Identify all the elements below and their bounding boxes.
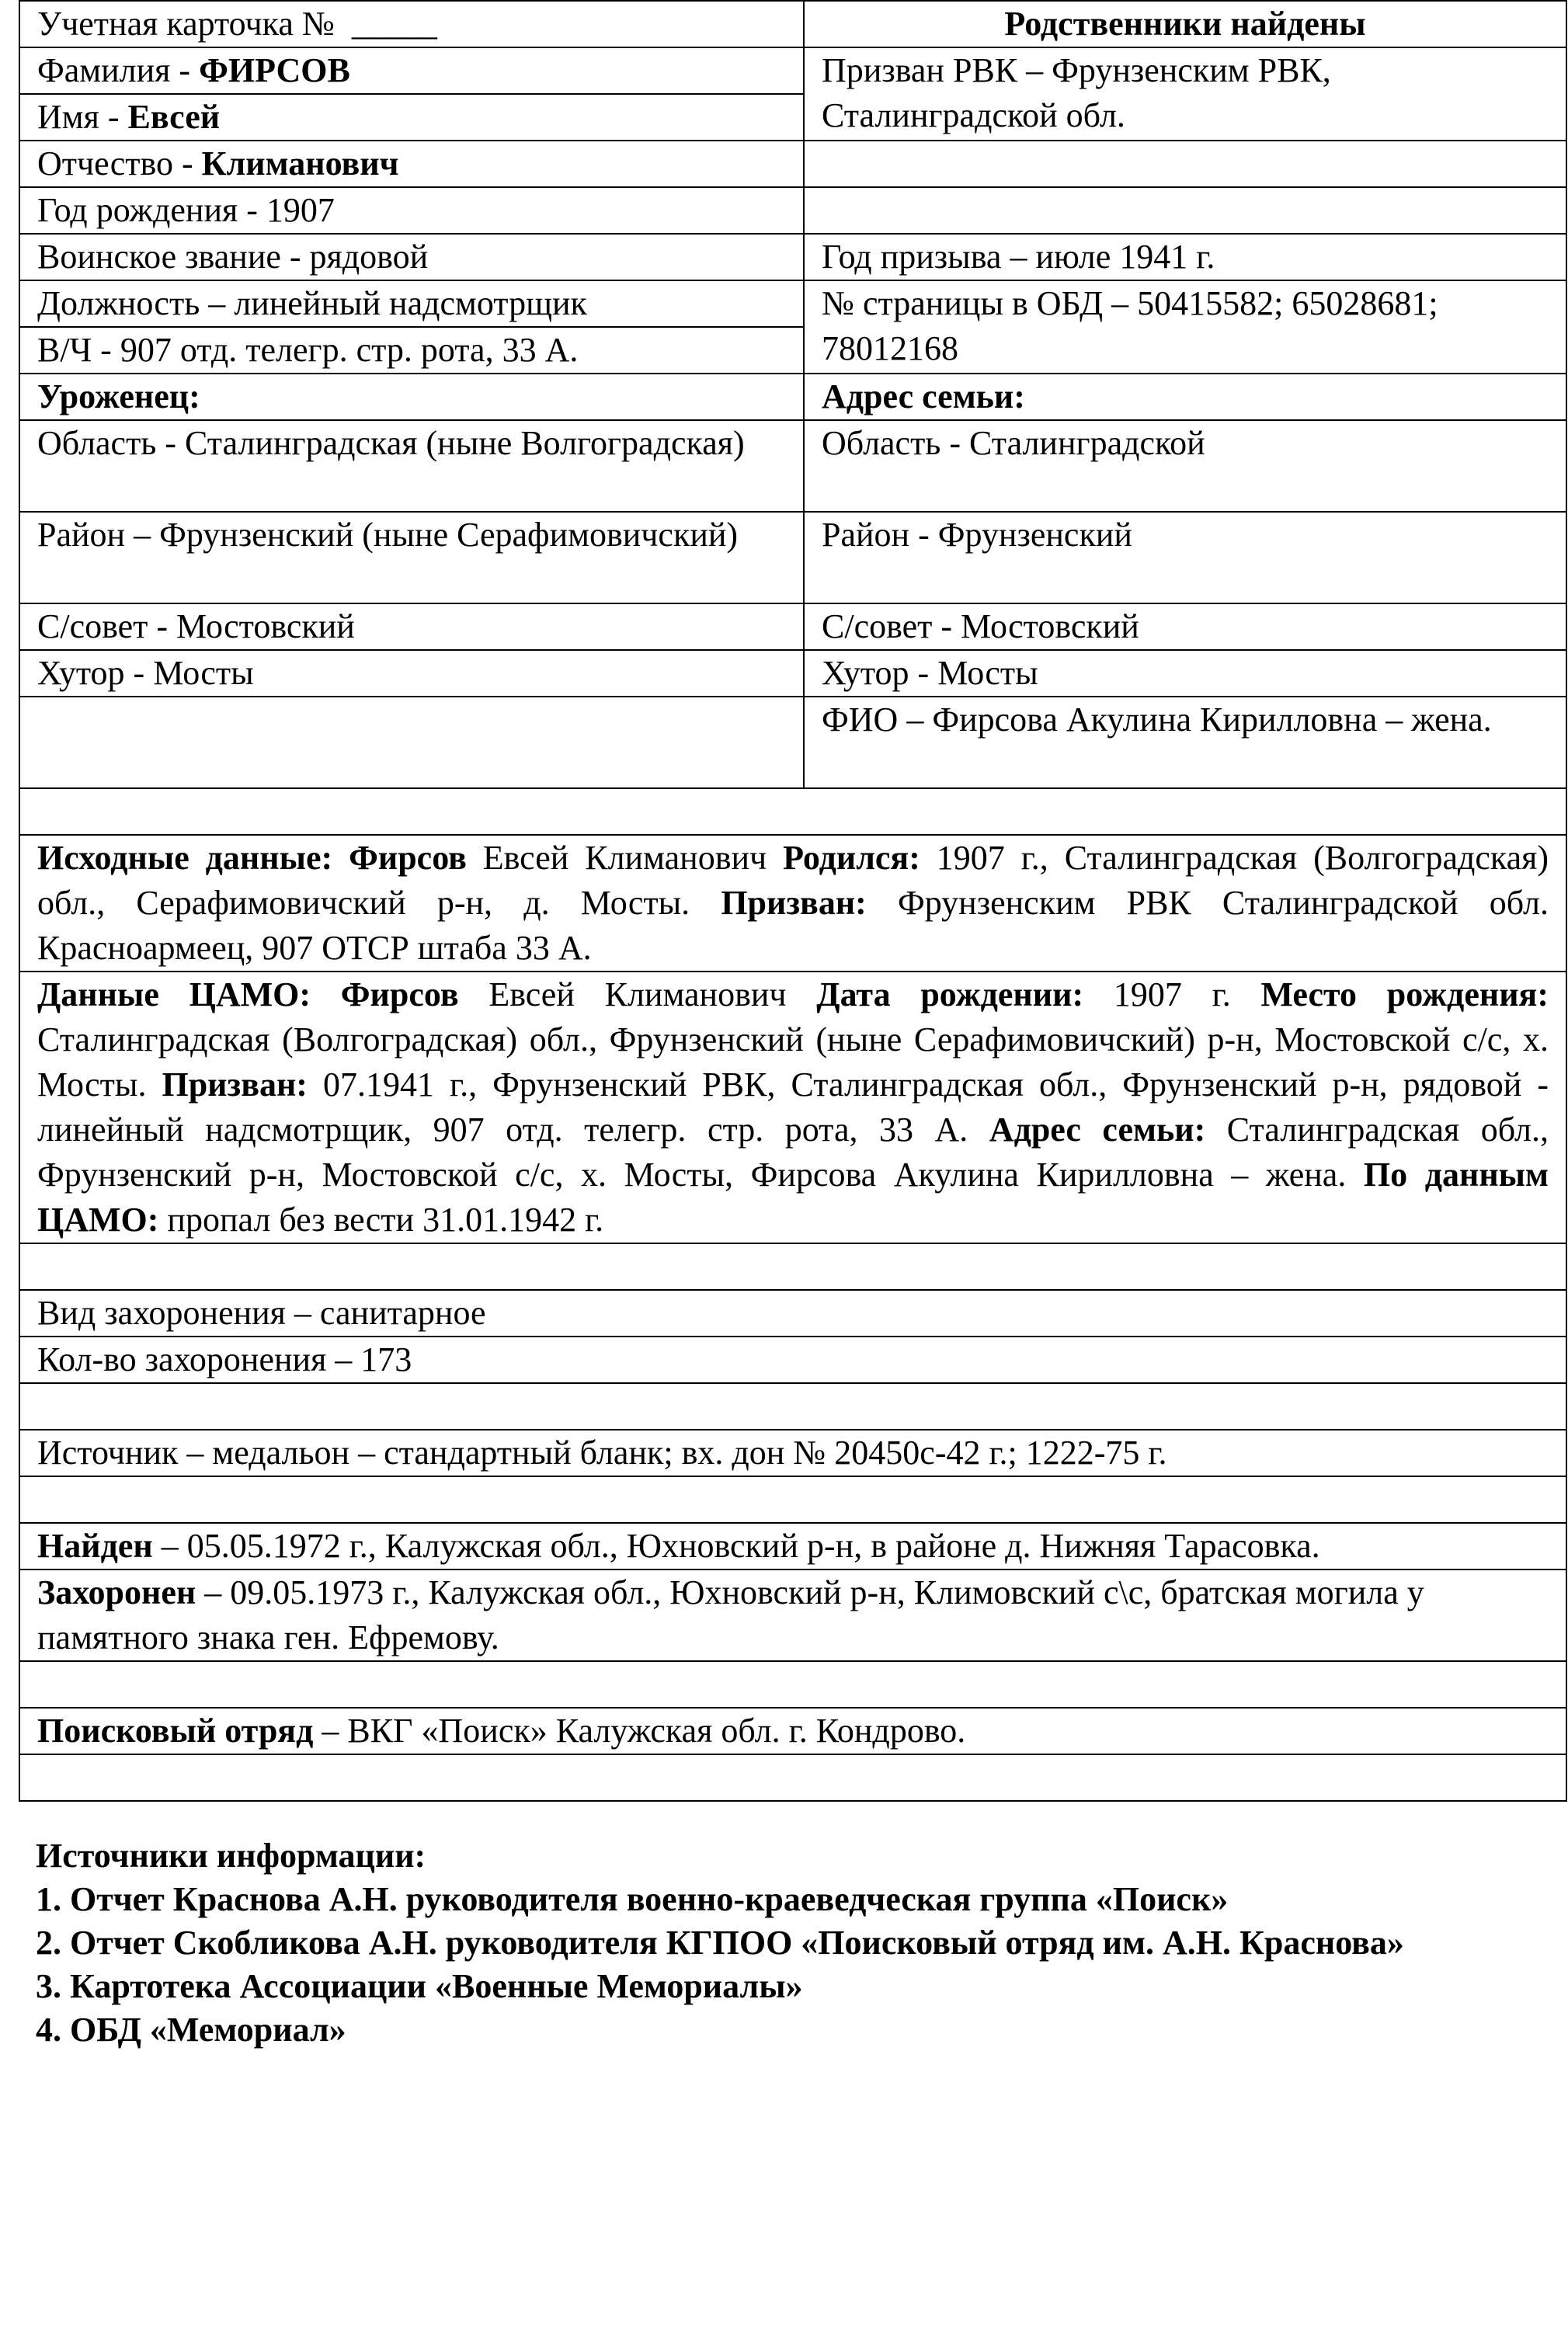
source-item-1: 1. Отчет Краснова А.Н. руководителя военно-краеведческая группа «Поиск» <box>36 1880 1229 1918</box>
card-number-blank: _____ <box>351 5 437 43</box>
family-village-council: С/совет - Мостовский <box>804 603 1566 650</box>
source-data-cell <box>19 835 1566 972</box>
spacer-row <box>19 1661 1566 1708</box>
source-data-surname: Фирсов <box>349 839 467 877</box>
information-sources <box>36 1834 1550 2052</box>
empty-cell <box>19 1383 1566 1430</box>
family-district: Район - Фрунзенский <box>804 512 1566 603</box>
card-header-row <box>19 1 1566 47</box>
source-item-4: 4. ОБД «Мемориал» <box>36 2011 346 2049</box>
search-squad-row <box>19 1708 1566 1754</box>
region-row <box>19 420 1566 512</box>
card-number-cell <box>19 1 804 47</box>
source-data-born-label: Родился: <box>783 839 920 877</box>
buried-cell <box>19 1570 1566 1661</box>
village-council-row <box>19 603 1566 650</box>
name-label: Имя - <box>37 98 128 136</box>
found-cell <box>19 1523 1566 1570</box>
source-data-row <box>19 835 1566 972</box>
patronymic-cell <box>19 141 804 187</box>
tsamo-surname: Фирсов <box>340 975 459 1013</box>
tsamo-by-data-label: По данным ЦАМО: <box>37 1156 1549 1239</box>
tsamo-birth-place: Сталинградская (Волгоградская) обл., Фрунзенский (ныне Серафимовичский) р-н, Мостовской с/с, х. Мосты. <box>37 1020 1549 1104</box>
buried-label: Захоронен <box>37 1573 196 1611</box>
tsamo-by-data: пропал без вести 31.01.1942 г. <box>158 1201 604 1239</box>
surname-label: Фамилия - <box>37 51 200 89</box>
found-row <box>19 1523 1566 1570</box>
source-data-label: Исходные данные: <box>37 839 333 877</box>
birthplace-district: Район – Фрунзенский (ныне Серафимовичский) <box>19 512 804 603</box>
relative-row <box>19 697 1566 788</box>
tsamo-birth-place-label: Место рождения: <box>1260 975 1549 1013</box>
source-item-3: 3. Картотека Ассоциации «Военные Мемориалы» <box>36 1967 803 2005</box>
hamlet-row <box>19 650 1566 697</box>
empty-cell <box>19 1754 1566 1801</box>
tsamo-family-label: Адрес семьи: <box>989 1111 1206 1149</box>
birth-year-row <box>19 187 1566 234</box>
tsamo-data-row <box>19 972 1566 1243</box>
buried-text: – 09.05.1973 г., Калужская обл., Юхновский р-н, Климовский с\с, братская могила у памятного знака ген. Ефремову. <box>37 1573 1424 1656</box>
empty-cell <box>19 1476 1566 1523</box>
obd-pages: № страницы в ОБД – 50415582; 65028681; 78012168 <box>804 280 1566 374</box>
source-data-born: 1907 г., Сталинградская (Волгоградская) обл., Серафимовичский р-н, д. Мосты. <box>37 839 1549 922</box>
tsamo-name: Евсей Климанович <box>458 975 817 1013</box>
source-data-called: Фрунзенским РВК Сталинградской обл. Красноармеец, 907 ОТСР штаба 33 А. <box>37 884 1549 967</box>
burial-type: Вид захоронения – санитарное <box>19 1290 1566 1337</box>
burial-source-row <box>19 1430 1566 1476</box>
source-item-2: 2. Отчет Скобликова А.Н. руководителя КГПОО «Поисковый отряд им. А.Н. Краснова» <box>36 1924 1404 1962</box>
spacer-row <box>19 1476 1566 1523</box>
burial-type-row <box>19 1290 1566 1337</box>
search-squad-text: – ВКГ «Поиск» Калужская обл. г. Кондрово. <box>313 1712 966 1750</box>
buried-row <box>19 1570 1566 1661</box>
family-address-heading: Адрес семьи: <box>804 374 1566 420</box>
found-label: Найден <box>37 1527 153 1565</box>
search-squad-cell <box>19 1708 1566 1754</box>
burial-count: Кол-во захоронения – 173 <box>19 1337 1566 1383</box>
tsamo-birth-date: 1907 г. <box>1083 975 1261 1013</box>
tsamo-data-cell <box>19 972 1566 1243</box>
tsamo-called: 07.1941 г., Фрунзенский РВК, Сталинградская обл., Фрунзенский р-н, рядовой - линейный надсмотрщик, 907 отд. телегр. стр. рота, 33 А. <box>37 1065 1549 1149</box>
sources-heading: Источники информации: <box>36 1837 426 1875</box>
source-data-name: Евсей Климанович <box>466 839 784 877</box>
called-up-by: Призван РВК – Фрунзенским РВК, Сталинградской обл. <box>804 47 1566 141</box>
patronymic-label: Отчество - <box>37 144 202 182</box>
found-text: – 05.05.1972 г., Калужская обл., Юхновский р-н, в районе д. Нижняя Тарасовка. <box>152 1527 1320 1565</box>
empty-cell <box>19 1243 1566 1290</box>
position: Должность – линейный надсмотрщик <box>19 280 804 327</box>
relatives-status: Родственники найдены <box>804 1 1566 47</box>
name-cell <box>19 94 804 141</box>
tsamo-called-label: Призван: <box>162 1065 308 1104</box>
name-value: Евсей <box>127 98 221 136</box>
search-squad-label: Поисковый отряд <box>37 1712 314 1750</box>
call-up-date: Год призыва – июле 1941 г. <box>804 234 1566 280</box>
source-data-called-label: Призван: <box>721 884 867 922</box>
empty-cell <box>19 788 1566 835</box>
family-region: Область - Сталинградской <box>804 420 1566 512</box>
surname-value: ФИРСОВ <box>199 51 350 89</box>
surname-cell <box>19 47 804 94</box>
rank-row <box>19 234 1566 280</box>
surname-row <box>19 47 1566 94</box>
birthplace-village-council: С/совет - Мостовский <box>19 603 804 650</box>
tsamo-label: Данные ЦАМО: <box>37 975 311 1013</box>
district-row <box>19 512 1566 603</box>
unit: В/Ч - 907 отд. телегр. стр. рота, 33 А. <box>19 327 804 374</box>
empty-cell <box>804 187 1566 234</box>
birth-year: Год рождения - 1907 <box>19 187 804 234</box>
burial-count-row <box>19 1337 1566 1383</box>
spacer-row <box>19 1383 1566 1430</box>
patronymic-value: Климанович <box>201 144 399 182</box>
empty-cell <box>804 141 1566 187</box>
address-headings-row <box>19 374 1566 420</box>
position-row <box>19 280 1566 327</box>
rank: Воинское звание - рядовой <box>19 234 804 280</box>
record-card-table <box>19 0 1567 1802</box>
spacer-row <box>19 1754 1566 1801</box>
tsamo-birth-date-label: Дата рождении: <box>816 975 1084 1013</box>
birthplace-region: Область - Сталинградская (ныне Волгоградская) <box>19 420 804 512</box>
patronymic-row <box>19 141 1566 187</box>
card-number-label: Учетная карточка № <box>37 5 335 43</box>
spacer-row <box>19 1243 1566 1290</box>
birthplace-hamlet: Хутор - Мосты <box>19 650 804 697</box>
burial-source: Источник – медальон – стандартный бланк; вх. дон № 20450с-42 г.; 1222-75 г. <box>19 1430 1566 1476</box>
birthplace-heading: Уроженец: <box>19 374 804 420</box>
empty-cell <box>19 697 804 788</box>
family-relative: ФИО – Фирсова Акулина Кирилловна – жена. <box>804 697 1566 788</box>
empty-cell <box>19 1661 1566 1708</box>
family-hamlet: Хутор - Мосты <box>804 650 1566 697</box>
tsamo-family: Сталинградская обл., Фрунзенский р-н, Мостовской с/с, х. Мосты, Фирсова Акулина Кирилловна – жена. <box>37 1111 1549 1194</box>
spacer-row <box>19 788 1566 835</box>
